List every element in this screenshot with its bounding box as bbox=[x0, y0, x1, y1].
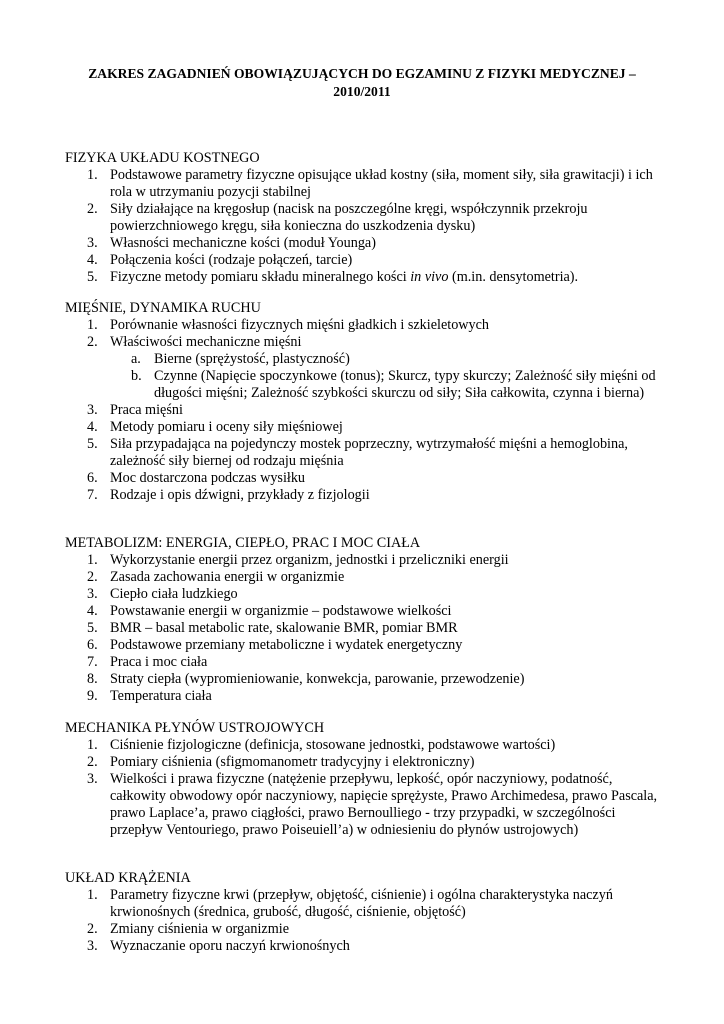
item-text: Moc dostarczona podczas wysiłku bbox=[110, 470, 306, 486]
item-text: Ciśnienie fizjologiczne (definicja, stosowane jednostki, podstawowe wartości) bbox=[110, 737, 556, 753]
item-number: 4. bbox=[87, 603, 98, 619]
section-muscles bbox=[65, 300, 665, 504]
section-metabolism bbox=[65, 535, 665, 705]
list-item bbox=[65, 771, 665, 839]
list-item bbox=[65, 921, 665, 938]
item-text: Wykorzystanie energii przez organizm, jednostki i przeliczniki energii bbox=[110, 552, 509, 568]
item-text: Praca mięśni bbox=[110, 402, 183, 418]
list-item bbox=[65, 470, 665, 487]
item-text: Praca i moc ciała bbox=[110, 654, 208, 670]
item-number: 2. bbox=[87, 754, 98, 770]
sub-item-text: Czynne (Napięcie spoczynkowe (tonus); Skurcz, typy skurczy; Zależność siły mięśni od długości mięśni; Zależność szybkości skurczu od siły; Siła całkowita, czynna i bierna) bbox=[154, 368, 656, 401]
item-text: Połączenia kości (rodzaje połączeń, tarcie) bbox=[110, 252, 353, 268]
list-item bbox=[65, 637, 665, 654]
list-item bbox=[65, 654, 665, 671]
item-text: Siły działające na kręgosłup (nacisk na poszczególne kręgi, współczynnik przekroju powierzchniowego kręgu, siła konieczna do uszkodzenia dysku) bbox=[110, 201, 588, 234]
item-number: 9. bbox=[87, 688, 98, 704]
item-number: 1. bbox=[87, 737, 98, 753]
item-number: 1. bbox=[87, 317, 98, 333]
item-number: 3. bbox=[87, 771, 98, 787]
list-item bbox=[65, 887, 665, 921]
section-heading: MECHANIKA PŁYNÓW USTROJOWYCH bbox=[65, 720, 325, 736]
sub-item-text: Bierne (sprężystość, plastyczność) bbox=[154, 351, 350, 367]
list-item bbox=[65, 252, 665, 269]
item-text: Zmiany ciśnienia w organizmie bbox=[110, 921, 289, 937]
sub-list-item bbox=[110, 351, 665, 368]
list-item bbox=[65, 334, 665, 402]
item-list bbox=[65, 552, 665, 705]
item-number: 3. bbox=[87, 235, 98, 251]
item-number: 2. bbox=[87, 921, 98, 937]
sub-item-letter: a. bbox=[131, 351, 141, 367]
item-text: Rodzaje i opis dźwigni, przykłady z fizjologii bbox=[110, 487, 370, 503]
item-text: (m.in. densytometria). bbox=[448, 269, 579, 285]
item-text: Metody pomiaru i oceny siły mięśniowej bbox=[110, 419, 343, 435]
list-item bbox=[65, 620, 665, 637]
item-text: BMR – basal metabolic rate, skalowanie BMR, pomiar BMR bbox=[110, 620, 458, 636]
list-item bbox=[65, 436, 665, 470]
item-text: Parametry fizyczne krwi (przepływ, objętość, ciśnienie) i ogólna charakterystyka naczyń krwionośnych (średnica, grubość, długość, ciśnienie, objętość) bbox=[110, 887, 613, 920]
list-item bbox=[65, 603, 665, 620]
section-heading: UKŁAD KRĄŻENIA bbox=[65, 870, 191, 886]
list-item bbox=[65, 671, 665, 688]
list-item bbox=[65, 167, 665, 201]
item-number: 8. bbox=[87, 671, 98, 687]
section-bone-physics bbox=[65, 150, 665, 286]
item-number: 5. bbox=[87, 620, 98, 636]
item-text: Powstawanie energii w organizmie – podstawowe wielkości bbox=[110, 603, 452, 619]
list-item bbox=[65, 487, 665, 504]
list-item bbox=[65, 402, 665, 419]
item-list bbox=[65, 317, 665, 504]
list-item bbox=[65, 586, 665, 603]
list-item bbox=[65, 269, 665, 286]
section-circulatory-system bbox=[65, 870, 665, 955]
list-item bbox=[65, 235, 665, 252]
item-text: Pomiary ciśnienia (sfigmomanometr tradycyjny i elektroniczny) bbox=[110, 754, 475, 770]
item-number: 3. bbox=[87, 586, 98, 602]
item-list bbox=[65, 887, 665, 955]
list-item bbox=[65, 737, 665, 754]
item-text: Podstawowe parametry fizyczne opisujące układ kostny (siła, moment siły, siła grawitacji) i ich rola w utrzymaniu pozycji stabilnej bbox=[110, 167, 653, 200]
item-number: 3. bbox=[87, 402, 98, 418]
item-text: Temperatura ciała bbox=[110, 688, 212, 704]
item-number: 1. bbox=[87, 167, 98, 183]
list-item bbox=[65, 754, 665, 771]
item-text: Podstawowe przemiany metaboliczne i wydatek energetyczny bbox=[110, 637, 463, 653]
item-text: Fizyczne metody pomiaru składu mineralnego kości bbox=[110, 269, 411, 285]
list-item bbox=[65, 317, 665, 334]
sub-item-list bbox=[110, 351, 665, 402]
item-text: Ciepło ciała ludzkiego bbox=[110, 586, 238, 602]
item-number: 1. bbox=[87, 887, 98, 903]
item-text: Straty ciepła (wypromieniowanie, konwekcja, parowanie, przewodzenie) bbox=[110, 671, 525, 687]
list-item bbox=[65, 688, 665, 705]
item-number: 4. bbox=[87, 419, 98, 435]
item-number: 2. bbox=[87, 201, 98, 217]
item-text: Wyznaczanie oporu naczyń krwionośnych bbox=[110, 938, 350, 954]
section-heading: METABOLIZM: ENERGIA, CIEPŁO, PRAC I MOC CIAŁA bbox=[65, 535, 421, 551]
item-text: Właściwości mechaniczne mięśni bbox=[110, 334, 302, 350]
document-title-line-2: 2010/2011 bbox=[333, 84, 391, 99]
item-number: 5. bbox=[87, 436, 98, 452]
list-item bbox=[65, 419, 665, 436]
item-number: 6. bbox=[87, 637, 98, 653]
list-item bbox=[65, 552, 665, 569]
item-number: 6. bbox=[87, 470, 98, 486]
document-title bbox=[60, 65, 664, 101]
item-text: Siła przypadająca na pojedynczy mostek poprzeczny, wytrzymałość mięśni a hemoglobina, zależność siły biernej od rodzaju mięśnia bbox=[110, 436, 628, 469]
item-text: Własności mechaniczne kości (moduł Younga) bbox=[110, 235, 376, 251]
list-item bbox=[65, 569, 665, 586]
section-heading: MIĘŚNIE, DYNAMIKA RUCHU bbox=[65, 300, 261, 316]
item-number: 2. bbox=[87, 334, 98, 350]
sub-list-item bbox=[110, 368, 665, 402]
document-title-line-1: ZAKRES ZAGADNIEŃ OBOWIĄZUJĄCYCH DO EGZAMINU Z FIZYKI MEDYCZNEJ – bbox=[88, 66, 636, 81]
item-number: 1. bbox=[87, 552, 98, 568]
item-number: 4. bbox=[87, 252, 98, 268]
item-text: Wielkości i prawa fizyczne (natężenie przepływu, lepkość, opór naczyniowy, podatność, całkowity obwodowy opór naczyniowy, napięcie sprężyste, Prawo Archimedesa, prawo Pascala, prawo Laplace’a, prawo ciągłości, prawo Bernoulliego - trzy przypadki, w szczególności przepływ Ventouriego, prawo Poiseuiell’a) w odniesieniu do płynów ustrojowych) bbox=[110, 771, 658, 838]
section-fluid-mechanics bbox=[65, 720, 665, 839]
section-heading: FIZYKA UKŁADU KOSTNEGO bbox=[65, 150, 260, 166]
item-text: Porównanie własności fizycznych mięśni gładkich i szkieletowych bbox=[110, 317, 490, 333]
item-list bbox=[65, 167, 665, 286]
item-number: 3. bbox=[87, 938, 98, 954]
item-number: 7. bbox=[87, 487, 98, 503]
item-number: 5. bbox=[87, 269, 98, 285]
item-list bbox=[65, 737, 665, 839]
item-number: 7. bbox=[87, 654, 98, 670]
item-number: 2. bbox=[87, 569, 98, 585]
list-item bbox=[65, 938, 665, 955]
list-item bbox=[65, 201, 665, 235]
sub-item-letter: b. bbox=[131, 368, 142, 384]
item-text-italic: in vivo bbox=[410, 269, 449, 285]
item-text: Zasada zachowania energii w organizmie bbox=[110, 569, 345, 585]
